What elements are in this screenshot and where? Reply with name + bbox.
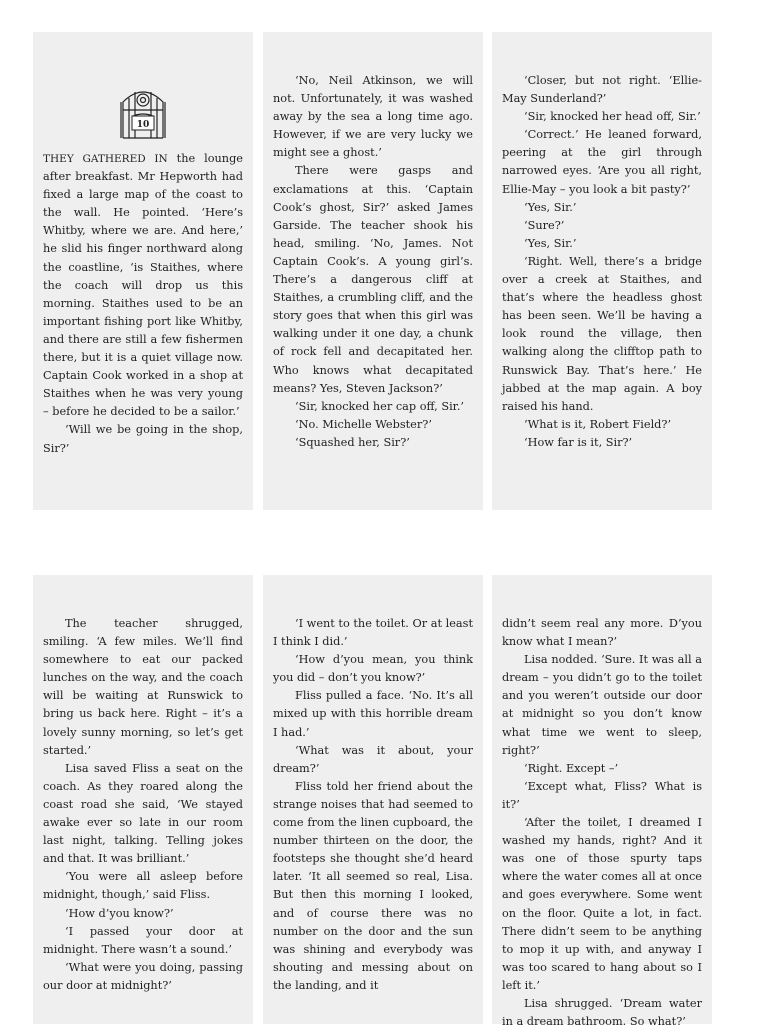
paragraph: ‘Yes, Sir.’ — [524, 200, 577, 214]
paragraph: ‘After the toilet, I dreamed I washed my hands, right? And it was one of those spurty taps where the water comes all at once and goes everywhere. Some went on the floor. Quite a lot, in fact. There didn’t seem to be anything to mop it up with, and anyway I was too scared to hang about so I left it.’ — [502, 816, 702, 992]
paragraph: Fliss told her friend about the strange noises that had seemed to come from the linen cupboard, the number thirteen on the door, the footsteps she thought she’d heard later. ‘It all seemed so real, Lisa. But then this morning I looked, and of course there was no number on the door and the sun was shining and everybody was shouting and messing about on the landing, and it — [273, 779, 473, 992]
paragraph: Fliss pulled a face. ‘No. It’s all mixed up with this horrible dream I had.’ — [273, 689, 473, 739]
paragraph: ‘I passed your door at midnight. There wasn’t a sound.’ — [43, 924, 243, 956]
paragraph: ‘What was it about, your dream?’ — [273, 743, 473, 775]
paragraph: ‘Sir, knocked her cap off, Sir.’ — [295, 399, 465, 413]
paragraph: THEY GATHERED IN the lounge after breakfast. Mr Hepworth had fixed a large map of the coast to the wall. He pointed. ‘Here’s Whitby, where we are. And here,’ he slid his finger northward along the coastline, ‘is Staithes, where the coach will drop us this morning. Staithes used to be an important fishing port like Whitby, and there are still a few fishermen there, but it is a quiet village now. Captain Cook worked in a shop at Staithes when he was very young – before he decided to be a sailor.’ — [43, 152, 243, 419]
book-page-1 — [33, 32, 253, 510]
paragraph: ‘How d’you know?’ — [65, 906, 174, 920]
paragraph: ‘Right. Well, there’s a bridge over a creek at Staithes, and that’s where the headless ghost has been seen. We’ll be having a look round the village, then walking along the clifftop path to Runswick Bay. That’s here.’ He jabbed at the map again. A boy raised his hand. — [502, 254, 702, 413]
gate-icon — [119, 80, 167, 140]
paragraph: ‘Closer, but not right. ‘Ellie-May Sunderland?’ — [502, 74, 702, 106]
chapter-gate-ornament — [119, 80, 167, 140]
chapter-opening-caps: THEY GATHERED IN — [43, 153, 168, 165]
paragraph: Lisa saved Fliss a seat on the coach. As they roared along the coast road she said, ‘We stayed awake ever so late in our room last night, talking. Telling jokes and that. It was brilliant.’ — [43, 761, 243, 866]
paragraph: ‘Correct.’ He leaned forward, peering at the girl through narrowed eyes. ‘Are you all right, Ellie-May – you look a bit pasty?’ — [502, 128, 702, 196]
page-2-text — [273, 32, 473, 452]
page-4-text — [43, 575, 243, 995]
paragraph: ‘What is it, Robert Field?’ — [524, 417, 672, 431]
chapter-number: 10 — [136, 120, 150, 130]
paragraph: ‘Yes, Sir.’ — [524, 236, 577, 250]
paragraph-continued: didn’t seem real any more. D’you know what I mean?’ — [502, 617, 702, 649]
paragraph: ‘Sir, knocked her head off, Sir.’ — [524, 110, 701, 124]
paragraph: ‘What were you doing, passing our door at midnight?’ — [43, 960, 243, 992]
book-page-4 — [33, 575, 253, 1024]
paragraph: ‘How d’you mean, you think you did – don’t you know?’ — [273, 653, 473, 685]
page-3-text — [502, 32, 702, 452]
paragraph: There were gasps and exclamations at this. ‘Captain Cook’s ghost, Sir?’ asked James Garside. The teacher shook his head, smiling. ‘No, James. Not Captain Cook’s. A young girl’s. There’s a dangerous cliff at Staithes, a crumbling cliff, and the story goes that when this girl was walking under it one day, a chunk of rock fell and decapitated her. Who knows what decapitated means? Yes, Steven Jackson?’ — [273, 164, 473, 395]
page-6-text — [502, 575, 702, 1031]
book-page-5 — [263, 575, 483, 1024]
paragraph: ‘No. Michelle Webster?’ — [295, 417, 432, 431]
paragraph: ‘I went to the toilet. Or at least I think I did.’ — [273, 617, 473, 649]
paragraph: ‘How far is it, Sir?’ — [524, 435, 633, 449]
paragraph: ‘No, Neil Atkinson, we will not. Unfortunately, it was washed away by the sea a long time ago. However, if we are very lucky we might see a ghost.’ — [273, 74, 473, 160]
paragraph: Lisa nodded. ‘Sure. It was all a dream – you didn’t go to the toilet and you weren’t outside our door at midnight so you don’t know what time we went to sleep, right?’ — [502, 653, 702, 757]
book-page-6 — [492, 575, 712, 1029]
paragraph: ‘You were all asleep before midnight, though,’ said Fliss. — [43, 870, 243, 902]
page-5-text — [273, 575, 473, 995]
paragraph: ‘Will we be going in the shop, Sir?’ — [43, 423, 243, 455]
paragraph: ‘Except what, Fliss? What is it?’ — [502, 779, 702, 811]
paragraph: ‘Sure?’ — [524, 218, 565, 232]
paragraph: ‘Right. Except –’ — [524, 761, 619, 775]
paragraph: The teacher shrugged, smiling. ‘A few miles. We’ll find somewhere to eat our packed lunches on the way, and the coach will be waiting at Runswick to bring us back here. Right – it’s a lovely sunny morning, so let’s get started.’ — [43, 617, 243, 757]
book-page-3 — [492, 32, 712, 510]
paragraph: ‘Squashed her, Sir?’ — [295, 435, 410, 449]
book-page-2 — [263, 32, 483, 510]
paragraph: Lisa shrugged. ‘Dream water in a dream bathroom. So what?’ — [502, 996, 702, 1029]
